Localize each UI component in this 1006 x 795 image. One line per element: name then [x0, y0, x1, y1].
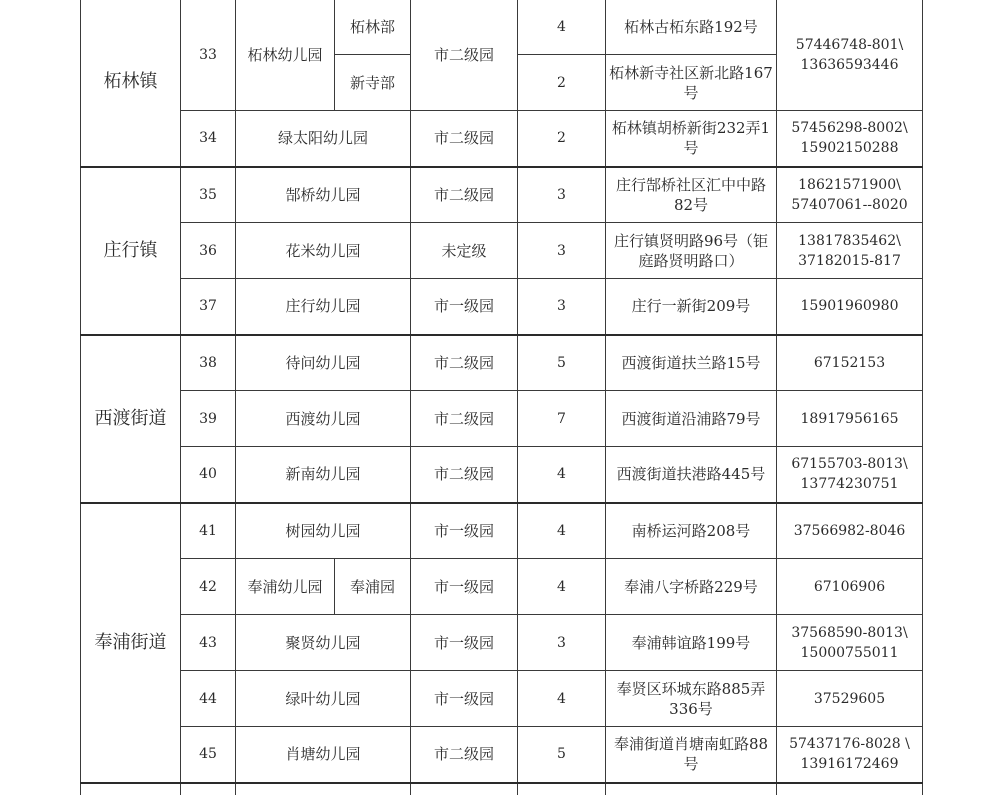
- district-cell: 奉浦街道: [81, 503, 181, 783]
- address-cell: 柘林镇胡桥新街232弄1号: [606, 111, 777, 167]
- level-cell: 市一级园: [411, 559, 518, 615]
- address-cell: 西渡街道扶兰路15号: [606, 335, 777, 391]
- class-count-cell: 5: [518, 335, 606, 391]
- level-cell: 市二级园: [411, 167, 518, 223]
- school-name-cell: 绿叶幼儿园: [236, 671, 411, 727]
- phone-cell: 18917956165: [777, 391, 923, 447]
- address-cell: 西渡街道扶港路445号: [606, 447, 777, 503]
- class-count-cell: 4: [518, 447, 606, 503]
- table-row: [81, 615, 923, 671]
- table-row: [81, 727, 923, 783]
- district-cell: 西渡街道: [81, 335, 181, 503]
- phone-cell: 57456298-8002\ 15902150288: [777, 111, 923, 167]
- school-name-cell: 庄行幼儿园: [236, 279, 411, 335]
- phone-cell: 37529605: [777, 671, 923, 727]
- school-name-cell: 绿太阳幼儿园: [236, 111, 411, 167]
- table-row: [81, 223, 923, 279]
- table-row: [81, 503, 923, 559]
- number-cell: 41: [181, 503, 236, 559]
- number-cell: 33: [181, 0, 236, 111]
- phone-cell: 13817835462\ 37182015-817: [777, 223, 923, 279]
- phone-cell: 15901960980: [777, 279, 923, 335]
- level-cell: 市二级园: [411, 391, 518, 447]
- school-name-cell: 聚贤幼儿园: [236, 615, 411, 671]
- class-count-cell: 4: [518, 559, 606, 615]
- level-cell: 未定级: [411, 223, 518, 279]
- level-cell: 市一级园: [411, 615, 518, 671]
- address-cell: 南桥运河路208号: [606, 503, 777, 559]
- level-cell: 市一级园: [411, 503, 518, 559]
- phone-cell: 18621571900\ 57407061--8020: [777, 167, 923, 223]
- class-count-cell: 4: [518, 0, 606, 55]
- level-cell: 市二级园: [411, 447, 518, 503]
- number-cell: 42: [181, 559, 236, 615]
- address-cell: 庄行一新街209号: [606, 279, 777, 335]
- class-count-cell: 3: [518, 279, 606, 335]
- table-row: [81, 783, 923, 795]
- address-cell: 庄行郜桥社区汇中中路82号: [606, 167, 777, 223]
- class-count-cell: 2: [518, 111, 606, 167]
- campus-cell: 新寺部: [335, 55, 411, 111]
- kindergarten-table: [80, 0, 923, 795]
- campus-cell: 奉浦园: [335, 559, 411, 615]
- address-cell: 庄行镇贤明路96号（钜庭路贤明路口）: [606, 223, 777, 279]
- table-row: [81, 111, 923, 167]
- number-cell: 39: [181, 391, 236, 447]
- number-cell: 35: [181, 167, 236, 223]
- district-cell: 柘林镇: [81, 0, 181, 167]
- address-cell: 柘林古柘东路192号: [606, 0, 777, 55]
- level-cell: 市二级园: [411, 0, 518, 111]
- table-cell: [411, 783, 518, 795]
- school-name-cell: 郜桥幼儿园: [236, 167, 411, 223]
- level-cell: 市一级园: [411, 279, 518, 335]
- number-cell: 43: [181, 615, 236, 671]
- district-cell: 庄行镇: [81, 167, 181, 335]
- phone-cell: 67152153: [777, 335, 923, 391]
- school-name-cell: 柘林幼儿园: [236, 0, 335, 111]
- number-cell: 44: [181, 671, 236, 727]
- school-name-cell: 西渡幼儿园: [236, 391, 411, 447]
- school-name-cell: 待问幼儿园: [236, 335, 411, 391]
- table-row: [81, 391, 923, 447]
- table-row: [81, 167, 923, 223]
- table-cell: [518, 783, 606, 795]
- school-name-cell: 肖塘幼儿园: [236, 727, 411, 783]
- level-cell: 市一级园: [411, 671, 518, 727]
- number-cell: 40: [181, 447, 236, 503]
- phone-cell: 67155703-8013\ 13774230751: [777, 447, 923, 503]
- number-cell: 36: [181, 223, 236, 279]
- phone-cell: 37568590-8013\ 15000755011: [777, 615, 923, 671]
- phone-cell: 57446748-801\ 13636593446: [777, 0, 923, 111]
- class-count-cell: 3: [518, 615, 606, 671]
- table-row: [81, 671, 923, 727]
- school-name-cell: 树园幼儿园: [236, 503, 411, 559]
- phone-cell: 57437176-8028 \ 13916172469: [777, 727, 923, 783]
- table-cell: [181, 783, 236, 795]
- level-cell: 市二级园: [411, 335, 518, 391]
- number-cell: 45: [181, 727, 236, 783]
- address-cell: 奉浦街道肖塘南虹路88号: [606, 727, 777, 783]
- class-count-cell: 4: [518, 503, 606, 559]
- class-count-cell: 3: [518, 167, 606, 223]
- class-count-cell: 5: [518, 727, 606, 783]
- level-cell: 市二级园: [411, 727, 518, 783]
- address-cell: 奉贤区环城东路885弄336号: [606, 671, 777, 727]
- class-count-cell: 4: [518, 671, 606, 727]
- level-cell: 市二级园: [411, 111, 518, 167]
- table-row: [81, 559, 923, 615]
- campus-cell: 柘林部: [335, 0, 411, 55]
- table-row: [81, 0, 923, 55]
- table-cell: [777, 783, 923, 795]
- address-cell: 西渡街道沿浦路79号: [606, 391, 777, 447]
- number-cell: 34: [181, 111, 236, 167]
- class-count-cell: 2: [518, 55, 606, 111]
- class-count-cell: 3: [518, 223, 606, 279]
- address-cell: 柘林新寺社区新北路167号: [606, 55, 777, 111]
- number-cell: 38: [181, 335, 236, 391]
- table-cell: [81, 783, 181, 795]
- school-name-cell: 新南幼儿园: [236, 447, 411, 503]
- table-cell: [236, 783, 411, 795]
- school-name-cell: 奉浦幼儿园: [236, 559, 335, 615]
- table-row: [81, 279, 923, 335]
- phone-cell: 67106906: [777, 559, 923, 615]
- school-name-cell: 花米幼儿园: [236, 223, 411, 279]
- number-cell: 37: [181, 279, 236, 335]
- address-cell: 奉浦韩谊路199号: [606, 615, 777, 671]
- table-row: [81, 335, 923, 391]
- table-row: [81, 447, 923, 503]
- class-count-cell: 7: [518, 391, 606, 447]
- table-cell: [606, 783, 777, 795]
- address-cell: 奉浦八字桥路229号: [606, 559, 777, 615]
- phone-cell: 37566982-8046: [777, 503, 923, 559]
